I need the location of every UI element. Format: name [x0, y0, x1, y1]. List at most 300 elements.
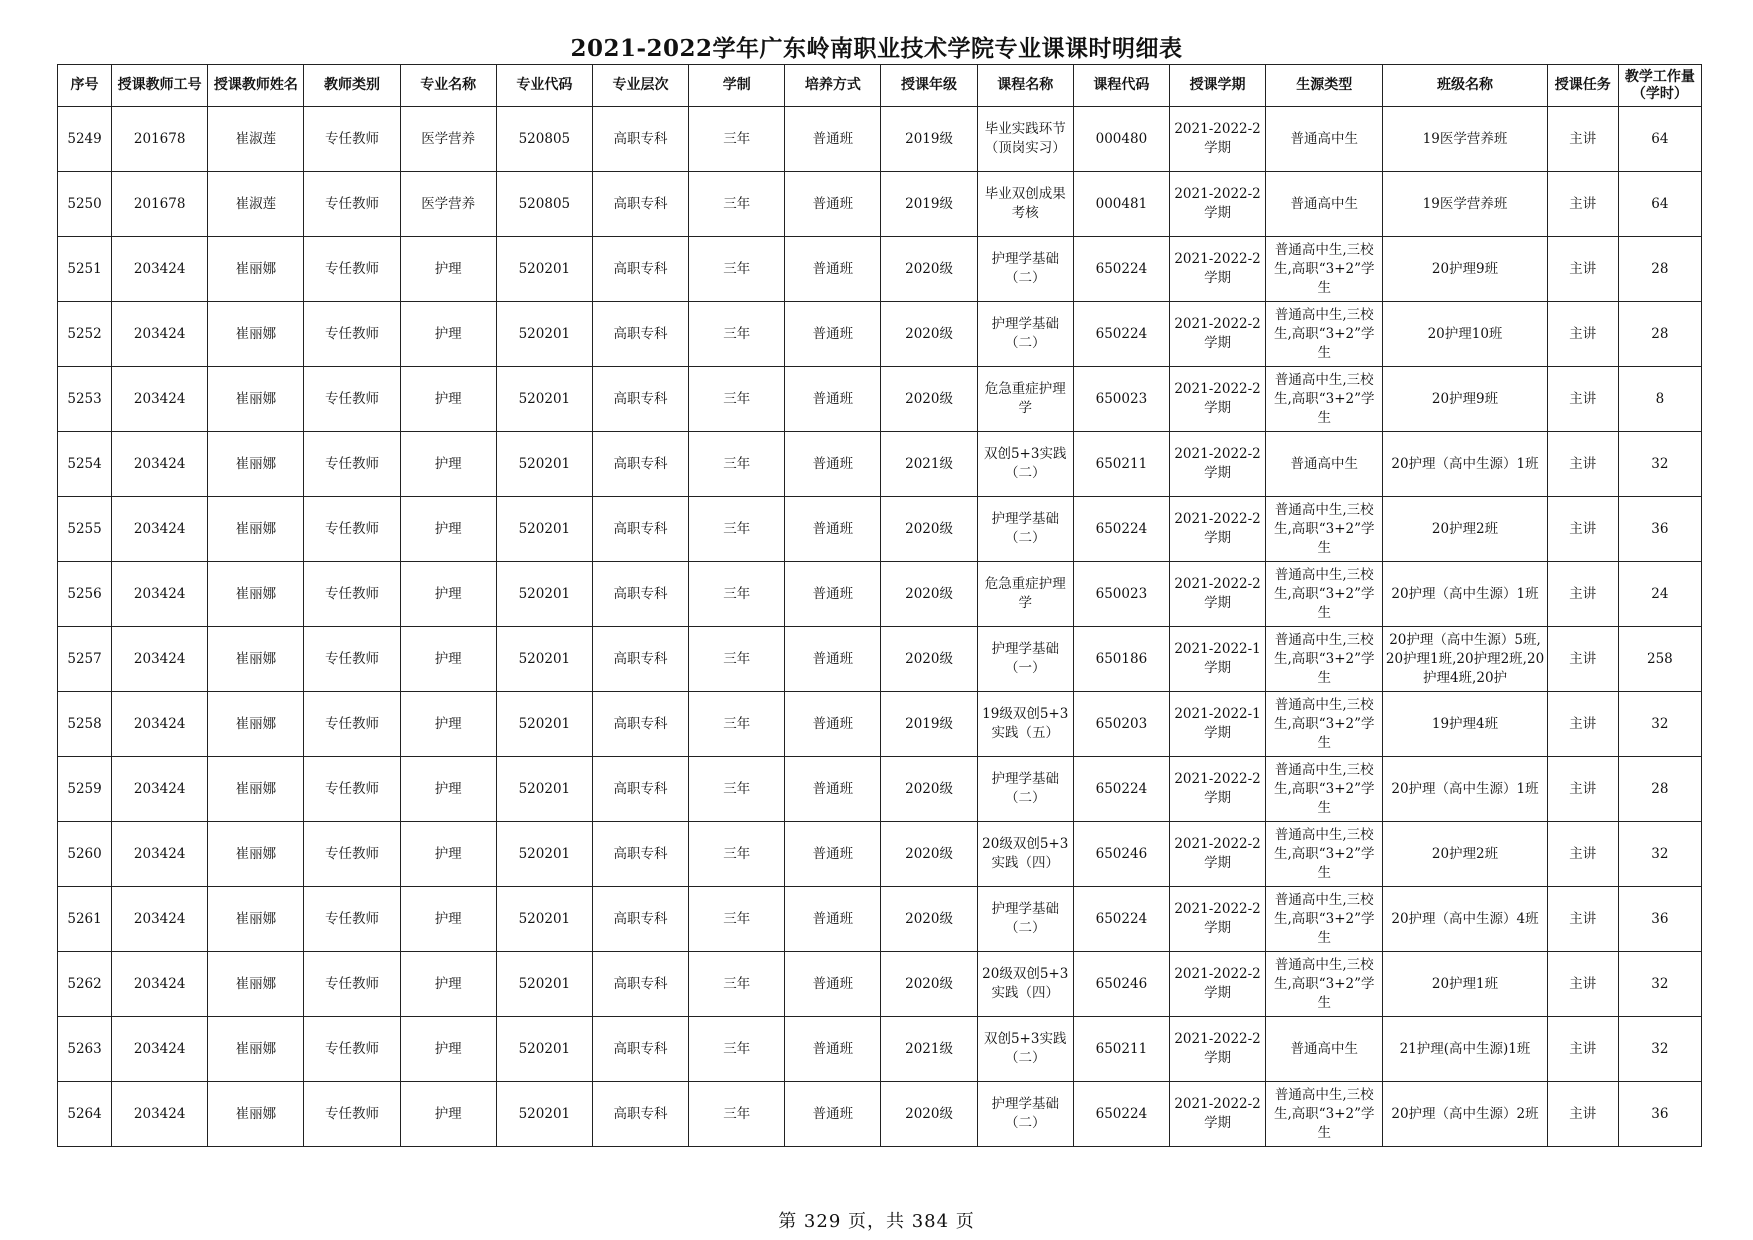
table-cell: [1618, 757, 1701, 822]
cell-text: 203424: [133, 1040, 186, 1057]
cell-text: 崔丽娜: [235, 520, 277, 537]
table-cell: [208, 237, 304, 302]
table-cell: [304, 757, 400, 822]
page-number: 第 329 页，共 384 页: [778, 1211, 975, 1232]
table-cell: [1547, 497, 1618, 562]
table-cell: [1073, 497, 1169, 562]
table-cell: [112, 692, 208, 757]
table-cell: [592, 172, 688, 237]
cell-text: 专任教师: [325, 585, 380, 602]
table-cell: [1618, 497, 1701, 562]
table-cell: [689, 887, 785, 952]
table-cell: [689, 1082, 785, 1147]
cell-text: 护理: [434, 845, 462, 862]
cell-text: 护理: [434, 780, 462, 797]
table-cell: [112, 1017, 208, 1082]
table-cell: [58, 367, 112, 432]
cell-text: 32: [1651, 1040, 1669, 1057]
cell-text: 5251: [67, 260, 102, 277]
table-cell: [112, 887, 208, 952]
cell-text: 专任教师: [325, 975, 380, 992]
table-cell: [208, 497, 304, 562]
cell-text: 203424: [133, 780, 186, 797]
cell-text: 双创5+3实践（二）: [983, 1031, 1067, 1066]
column-header: 授课教师姓名: [208, 65, 304, 107]
cell-text: 20护理（高中生源）5班,20护理1班,20护理2班,20护理4班,20护: [1385, 631, 1545, 686]
cell-text: 专任教师: [325, 390, 380, 407]
cell-text: 201678: [133, 130, 186, 147]
cell-text: 崔丽娜: [235, 1040, 277, 1057]
cell-text: 崔丽娜: [235, 325, 277, 342]
table-cell: [1618, 1017, 1701, 1082]
table-cell: [1618, 367, 1701, 432]
table-cell: [400, 952, 496, 1017]
table-cell: [1073, 107, 1169, 172]
cell-text: 主讲: [1569, 1105, 1597, 1122]
table-cell: [689, 952, 785, 1017]
table-cell: [1383, 627, 1547, 692]
cell-text: 高职专科: [613, 910, 668, 927]
cell-text: 高职专科: [613, 1105, 668, 1122]
table-cell: [1266, 822, 1383, 887]
cell-text: 普通高中生: [1290, 195, 1358, 212]
cell-text: 20护理1班: [1431, 975, 1499, 992]
cell-text: 650186: [1095, 650, 1148, 667]
table-cell: [1618, 952, 1701, 1017]
cell-text: 2021-2022-2学期: [1174, 511, 1261, 546]
table-cell: [1073, 627, 1169, 692]
table-cell: [1547, 1082, 1618, 1147]
cell-text: 三年: [723, 325, 751, 342]
table-cell: [785, 302, 881, 367]
table-cell: [496, 237, 592, 302]
cell-text: 崔丽娜: [235, 780, 277, 797]
table-cell: [1169, 887, 1265, 952]
cell-text: 医学营养: [421, 130, 476, 147]
cell-text: 护理学基础（一）: [991, 641, 1059, 676]
cell-text: 20护理2班: [1431, 520, 1499, 537]
table-cell: [304, 692, 400, 757]
table-cell: [1169, 237, 1265, 302]
table-cell: [881, 432, 977, 497]
cell-text: 普通班: [812, 1105, 854, 1122]
cell-text: 203424: [133, 715, 186, 732]
cell-text: 崔淑莲: [235, 195, 277, 212]
cell-text: 203424: [133, 260, 186, 277]
table-row: [58, 1017, 1702, 1082]
cell-text: 三年: [723, 975, 751, 992]
cell-text: 19医学营养班: [1422, 130, 1508, 147]
table-cell: [1169, 1082, 1265, 1147]
table-cell: [304, 302, 400, 367]
table-cell: [400, 1082, 496, 1147]
cell-text: 崔丽娜: [235, 585, 277, 602]
cell-text: 203424: [133, 1105, 186, 1122]
table-cell: [1547, 237, 1618, 302]
cell-text: 普通高中生,三校生,高职“3+2”学生: [1273, 956, 1375, 1011]
table-cell: [1618, 237, 1701, 302]
table-cell: [689, 497, 785, 562]
table-cell: [1547, 952, 1618, 1017]
cell-text: 203424: [133, 845, 186, 862]
cell-text: 20护理（高中生源）1班: [1391, 780, 1539, 797]
cell-text: 崔丽娜: [235, 260, 277, 277]
table-cell: [1073, 952, 1169, 1017]
table-cell: [1073, 822, 1169, 887]
table-cell: [208, 952, 304, 1017]
table-cell: [977, 302, 1073, 367]
cell-text: 高职专科: [613, 780, 668, 797]
table-cell: [1547, 432, 1618, 497]
cell-text: 520201: [518, 585, 571, 602]
cell-text: 21护理(高中生源)1班: [1399, 1040, 1531, 1057]
table-cell: [400, 432, 496, 497]
table-cell: [208, 692, 304, 757]
table-cell: [400, 497, 496, 562]
cell-text: 2021-2022-2学期: [1174, 1096, 1261, 1131]
cell-text: 三年: [723, 910, 751, 927]
cell-text: 医学营养: [421, 195, 476, 212]
cell-text: 护理: [434, 520, 462, 537]
cell-text: 护理: [434, 715, 462, 732]
cell-text: 520201: [518, 1040, 571, 1057]
cell-text: 2019级: [905, 195, 953, 212]
cell-text: 普通高中生,三校生,高职“3+2”学生: [1273, 501, 1375, 556]
table-cell: [1618, 432, 1701, 497]
cell-text: 20护理（高中生源）2班: [1391, 1105, 1539, 1122]
table-cell: [496, 1082, 592, 1147]
table-cell: [1169, 562, 1265, 627]
cell-text: 2020级: [905, 1105, 953, 1122]
table-cell: [496, 822, 592, 887]
table-cell: [1383, 367, 1547, 432]
cell-text: 2021-2022-2学期: [1174, 381, 1261, 416]
table-cell: [1266, 887, 1383, 952]
cell-text: 650023: [1095, 585, 1148, 602]
cell-text: 三年: [723, 845, 751, 862]
cell-text: 36: [1651, 520, 1669, 537]
table-cell: [689, 562, 785, 627]
table-cell: [208, 1082, 304, 1147]
cell-text: 三年: [723, 650, 751, 667]
cell-text: 普通班: [812, 1040, 854, 1057]
table-cell: [1073, 432, 1169, 497]
table-cell: [977, 887, 1073, 952]
table-cell: [58, 562, 112, 627]
cell-text: 520805: [518, 195, 571, 212]
cell-text: 高职专科: [613, 195, 668, 212]
table-cell: [977, 627, 1073, 692]
cell-text: 三年: [723, 715, 751, 732]
cell-text: 000481: [1095, 195, 1148, 212]
table-cell: [208, 107, 304, 172]
cell-text: 520201: [518, 715, 571, 732]
table-cell: [112, 497, 208, 562]
table-cell: [1383, 432, 1547, 497]
table-cell: [58, 627, 112, 692]
cell-text: 普通班: [812, 975, 854, 992]
cell-text: 2020级: [905, 520, 953, 537]
table-cell: [400, 107, 496, 172]
cell-text: 三年: [723, 260, 751, 277]
cell-text: 650211: [1095, 455, 1148, 472]
cell-text: 普通班: [812, 455, 854, 472]
cell-text: 2021-2022-2学期: [1174, 186, 1261, 221]
cell-text: 5255: [67, 520, 102, 537]
cell-text: 2020级: [905, 390, 953, 407]
cell-text: 19护理4班: [1431, 715, 1499, 732]
cell-text: 2020级: [905, 910, 953, 927]
table-cell: [592, 822, 688, 887]
cell-text: 高职专科: [613, 390, 668, 407]
table-cell: [304, 627, 400, 692]
cell-text: 普通高中生: [1290, 455, 1358, 472]
table-cell: [1266, 107, 1383, 172]
cell-text: 护理: [434, 455, 462, 472]
cell-text: 主讲: [1569, 195, 1597, 212]
cell-text: 19医学营养班: [1422, 195, 1508, 212]
column-header: 生源类型: [1266, 65, 1383, 107]
table-cell: [58, 887, 112, 952]
table-cell: [1383, 172, 1547, 237]
table-cell: [1073, 367, 1169, 432]
cell-text: 5250: [67, 195, 102, 212]
cell-text: 2021-2022-2学期: [1174, 576, 1261, 611]
cell-text: 普通高中生,三校生,高职“3+2”学生: [1273, 696, 1375, 751]
table-cell: [977, 1082, 1073, 1147]
table-cell: [689, 757, 785, 822]
cell-text: 28: [1651, 260, 1669, 277]
cell-text: 19级双创5+3实践（五）: [982, 706, 1069, 741]
table-cell: [1547, 822, 1618, 887]
cell-text: 2020级: [905, 585, 953, 602]
table-cell: [208, 172, 304, 237]
cell-text: 主讲: [1569, 715, 1597, 732]
table-cell: [785, 237, 881, 302]
cell-text: 普通高中生,三校生,高职“3+2”学生: [1273, 891, 1375, 946]
cell-text: 普通班: [812, 910, 854, 927]
table-cell: [1618, 562, 1701, 627]
table-cell: [1547, 1017, 1618, 1082]
table-cell: [1266, 432, 1383, 497]
table-cell: [304, 432, 400, 497]
table-cell: [977, 107, 1073, 172]
cell-text: 崔丽娜: [235, 845, 277, 862]
table-cell: [1266, 237, 1383, 302]
cell-text: 普通班: [812, 780, 854, 797]
cell-text: 2021-2022-2学期: [1174, 121, 1261, 156]
table-row: [58, 757, 1702, 822]
cell-text: 崔丽娜: [235, 1105, 277, 1122]
cell-text: 专任教师: [325, 715, 380, 732]
cell-text: 护理: [434, 910, 462, 927]
cell-text: 5257: [67, 650, 102, 667]
table-cell: [689, 432, 785, 497]
table-cell: [496, 1017, 592, 1082]
cell-text: 高职专科: [613, 975, 668, 992]
cell-text: 203424: [133, 455, 186, 472]
table-cell: [208, 432, 304, 497]
table-cell: [592, 1082, 688, 1147]
cell-text: 专任教师: [325, 195, 380, 212]
cell-text: 专任教师: [325, 325, 380, 342]
table-cell: [1266, 1082, 1383, 1147]
cell-text: 650224: [1095, 520, 1148, 537]
cell-text: 32: [1651, 455, 1669, 472]
table-cell: [785, 1082, 881, 1147]
table-cell: [1169, 367, 1265, 432]
table-cell: [881, 692, 977, 757]
table-cell: [112, 367, 208, 432]
cell-text: 520201: [518, 520, 571, 537]
column-header: 授课学期: [1169, 65, 1265, 107]
cell-text: 崔丽娜: [235, 715, 277, 732]
table-body: [58, 107, 1702, 1147]
cell-text: 崔丽娜: [235, 975, 277, 992]
cell-text: 毕业实践环节（顶岗实习）: [984, 121, 1066, 156]
cell-text: 主讲: [1569, 585, 1597, 602]
column-header: 授课年级: [881, 65, 977, 107]
table-cell: [592, 107, 688, 172]
cell-text: 5252: [67, 325, 102, 342]
cell-text: 护理学基础（二）: [991, 316, 1059, 351]
cell-text: 650246: [1095, 845, 1148, 862]
column-header: 授课任务: [1547, 65, 1618, 107]
table-cell: [304, 497, 400, 562]
table-cell: [785, 952, 881, 1017]
cell-text: 护理: [434, 1105, 462, 1122]
cell-text: 650224: [1095, 780, 1148, 797]
cell-text: 危急重症护理学: [984, 381, 1066, 416]
table-cell: [881, 302, 977, 367]
column-header: 课程代码: [1073, 65, 1169, 107]
table-cell: [1618, 692, 1701, 757]
table-cell: [785, 757, 881, 822]
table-cell: [689, 367, 785, 432]
cell-text: 专任教师: [325, 845, 380, 862]
cell-text: 护理: [434, 260, 462, 277]
table-cell: [1618, 627, 1701, 692]
table-cell: [1547, 627, 1618, 692]
cell-text: 主讲: [1569, 845, 1597, 862]
cell-text: 36: [1651, 910, 1669, 927]
table-cell: [689, 1017, 785, 1082]
table-cell: [1383, 952, 1547, 1017]
table-cell: [400, 367, 496, 432]
cell-text: 三年: [723, 195, 751, 212]
table-cell: [1266, 562, 1383, 627]
table-cell: [496, 757, 592, 822]
cell-text: 高职专科: [613, 325, 668, 342]
table-cell: [496, 952, 592, 1017]
table-cell: [689, 692, 785, 757]
cell-text: 650211: [1095, 1040, 1148, 1057]
table-cell: [1266, 952, 1383, 1017]
cell-text: 650203: [1095, 715, 1148, 732]
cell-text: 三年: [723, 390, 751, 407]
table-cell: [785, 562, 881, 627]
table-cell: [689, 172, 785, 237]
cell-text: 650246: [1095, 975, 1148, 992]
table-cell: [1169, 757, 1265, 822]
table-cell: [1266, 302, 1383, 367]
cell-text: 201678: [133, 195, 186, 212]
table-row: [58, 627, 1702, 692]
table-row: [58, 887, 1702, 952]
cell-text: 20护理（高中生源）4班: [1391, 910, 1539, 927]
table-cell: [496, 497, 592, 562]
table-cell: [881, 107, 977, 172]
table-cell: [1383, 757, 1547, 822]
cell-text: 5262: [67, 975, 102, 992]
table-cell: [1547, 887, 1618, 952]
table-cell: [977, 497, 1073, 562]
cell-text: 2021-2022-2学期: [1174, 836, 1261, 871]
cell-text: 2020级: [905, 650, 953, 667]
cell-text: 崔淑莲: [235, 130, 277, 147]
table-cell: [785, 627, 881, 692]
table-cell: [881, 562, 977, 627]
cell-text: 三年: [723, 455, 751, 472]
cell-text: 5259: [67, 780, 102, 797]
cell-text: 32: [1651, 845, 1669, 862]
table-row: [58, 822, 1702, 887]
table-cell: [58, 497, 112, 562]
table-cell: [1169, 302, 1265, 367]
table-cell: [304, 367, 400, 432]
table-cell: [1383, 107, 1547, 172]
cell-text: 主讲: [1569, 390, 1597, 407]
table-cell: [112, 757, 208, 822]
cell-text: 主讲: [1569, 260, 1597, 277]
cell-text: 5260: [67, 845, 102, 862]
table-cell: [112, 822, 208, 887]
cell-text: 520201: [518, 780, 571, 797]
cell-text: 32: [1651, 715, 1669, 732]
table-cell: [592, 302, 688, 367]
table-cell: [1266, 757, 1383, 822]
cell-text: 专任教师: [325, 260, 380, 277]
table-cell: [112, 627, 208, 692]
table-row: [58, 692, 1702, 757]
course-hours-table: [57, 64, 1702, 1147]
cell-text: 520201: [518, 650, 571, 667]
table-cell: [592, 237, 688, 302]
table-cell: [304, 172, 400, 237]
table-cell: [1618, 107, 1701, 172]
table-cell: [496, 367, 592, 432]
cell-text: 20护理（高中生源）1班: [1391, 585, 1539, 602]
table-cell: [592, 1017, 688, 1082]
cell-text: 36: [1651, 1105, 1669, 1122]
table-cell: [881, 887, 977, 952]
cell-text: 普通班: [812, 715, 854, 732]
column-header: 教师类别: [304, 65, 400, 107]
cell-text: 2020级: [905, 845, 953, 862]
table-cell: [592, 627, 688, 692]
table-cell: [112, 237, 208, 302]
table-cell: [496, 692, 592, 757]
table-row: [58, 432, 1702, 497]
cell-text: 650023: [1095, 390, 1148, 407]
table-cell: [977, 367, 1073, 432]
cell-text: 普通班: [812, 130, 854, 147]
cell-text: 主讲: [1569, 1040, 1597, 1057]
cell-text: 520805: [518, 130, 571, 147]
table-cell: [1383, 237, 1547, 302]
cell-text: 520201: [518, 975, 571, 992]
cell-text: 主讲: [1569, 455, 1597, 472]
